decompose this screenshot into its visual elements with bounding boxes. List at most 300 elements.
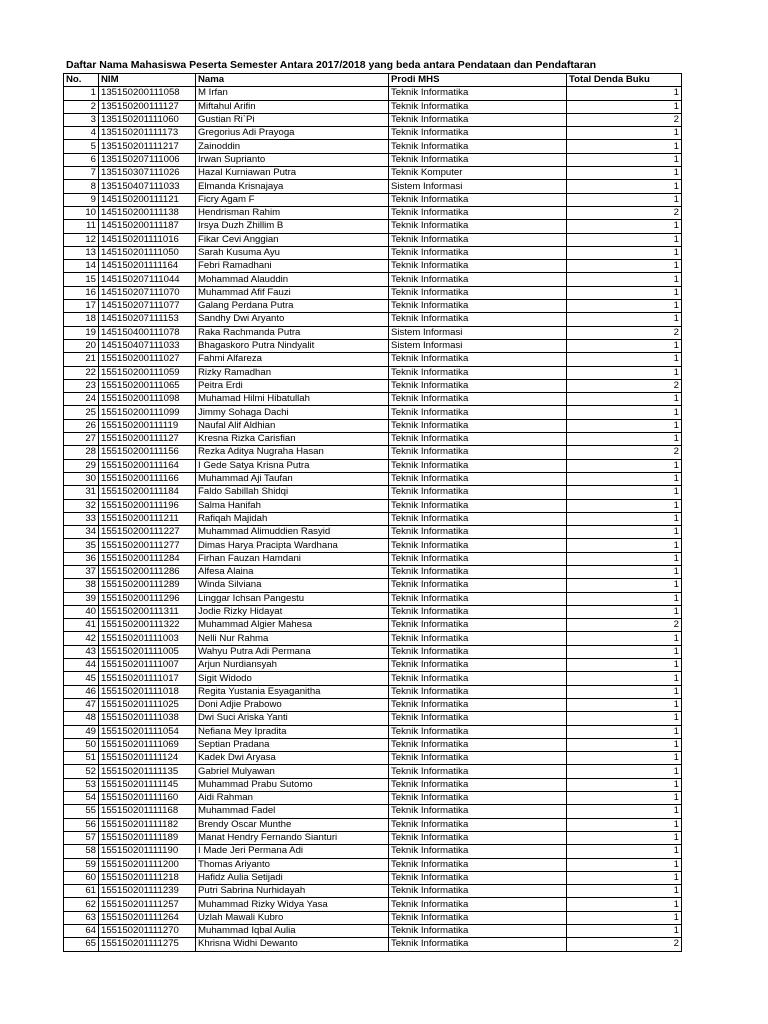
cell-prodi: Teknik Informatika bbox=[389, 127, 567, 140]
table-row bbox=[64, 87, 682, 100]
cell-no: 10 bbox=[64, 206, 99, 219]
cell-no: 43 bbox=[64, 645, 99, 658]
cell-nama: Khrisna Widhi Dewanto bbox=[196, 938, 389, 951]
cell-prodi: Teknik Informatika bbox=[389, 539, 567, 552]
cell-nim: 155150201111200 bbox=[99, 858, 196, 871]
cell-nim: 155150200111196 bbox=[99, 499, 196, 512]
cell-no: 7 bbox=[64, 167, 99, 180]
cell-prodi: Teknik Informatika bbox=[389, 792, 567, 805]
cell-total-denda: 1 bbox=[567, 659, 682, 672]
cell-prodi: Teknik Informatika bbox=[389, 712, 567, 725]
cell-nim: 155150200111166 bbox=[99, 472, 196, 485]
cell-nama: Fikar Cevi Anggian bbox=[196, 233, 389, 246]
cell-nama: Sigit Widodo bbox=[196, 672, 389, 685]
cell-prodi: Teknik Informatika bbox=[389, 579, 567, 592]
cell-nama: Irwan Suprianto bbox=[196, 153, 389, 166]
cell-total-denda: 1 bbox=[567, 885, 682, 898]
table-row bbox=[64, 619, 682, 632]
table-row bbox=[64, 233, 682, 246]
cell-total-denda: 1 bbox=[567, 220, 682, 233]
cell-nama: Sarah Kusuma Ayu bbox=[196, 246, 389, 259]
cell-prodi: Teknik Informatika bbox=[389, 632, 567, 645]
cell-total-denda: 1 bbox=[567, 526, 682, 539]
cell-nama: Doni Adjie Prabowo bbox=[196, 698, 389, 711]
cell-nim: 155150201111005 bbox=[99, 645, 196, 658]
header-prodi: Prodi MHS bbox=[389, 74, 567, 87]
cell-total-denda: 1 bbox=[567, 273, 682, 286]
table-row bbox=[64, 645, 682, 658]
cell-total-denda: 2 bbox=[567, 326, 682, 339]
cell-nim: 155150201111239 bbox=[99, 885, 196, 898]
cell-nim: 155150200111322 bbox=[99, 619, 196, 632]
cell-nim: 145150200111121 bbox=[99, 193, 196, 206]
cell-no: 38 bbox=[64, 579, 99, 592]
cell-prodi: Teknik Informatika bbox=[389, 778, 567, 791]
cell-total-denda: 2 bbox=[567, 206, 682, 219]
cell-total-denda: 1 bbox=[567, 898, 682, 911]
cell-total-denda: 1 bbox=[567, 353, 682, 366]
cell-no: 21 bbox=[64, 353, 99, 366]
cell-nama: Firhan Fauzan Hamdani bbox=[196, 552, 389, 565]
cell-no: 19 bbox=[64, 326, 99, 339]
table-row bbox=[64, 831, 682, 844]
cell-nama: Muhammad Fadel bbox=[196, 805, 389, 818]
cell-nim: 145150400111078 bbox=[99, 326, 196, 339]
cell-prodi: Teknik Informatika bbox=[389, 512, 567, 525]
table-row bbox=[64, 446, 682, 459]
cell-nim: 135150201111217 bbox=[99, 140, 196, 153]
cell-total-denda: 1 bbox=[567, 246, 682, 259]
table-row bbox=[64, 512, 682, 525]
cell-prodi: Teknik Informatika bbox=[389, 433, 567, 446]
cell-prodi: Teknik Informatika bbox=[389, 871, 567, 884]
cell-no: 47 bbox=[64, 698, 99, 711]
header-nama: Nama bbox=[196, 74, 389, 87]
cell-nama: Arjun Nurdiansyah bbox=[196, 659, 389, 672]
table-row bbox=[64, 379, 682, 392]
cell-total-denda: 1 bbox=[567, 725, 682, 738]
table-row bbox=[64, 845, 682, 858]
table-row bbox=[64, 885, 682, 898]
cell-nama: Naufal Alif Aldhian bbox=[196, 419, 389, 432]
cell-total-denda: 1 bbox=[567, 858, 682, 871]
cell-total-denda: 1 bbox=[567, 100, 682, 113]
table-row bbox=[64, 246, 682, 259]
cell-no: 2 bbox=[64, 100, 99, 113]
cell-total-denda: 1 bbox=[567, 752, 682, 765]
cell-total-denda: 1 bbox=[567, 180, 682, 193]
cell-nim: 155150200111156 bbox=[99, 446, 196, 459]
cell-total-denda: 1 bbox=[567, 499, 682, 512]
cell-prodi: Teknik Informatika bbox=[389, 619, 567, 632]
table-row bbox=[64, 140, 682, 153]
cell-no: 31 bbox=[64, 486, 99, 499]
cell-nim: 155150200111065 bbox=[99, 379, 196, 392]
cell-nim: 155150200111098 bbox=[99, 393, 196, 406]
cell-prodi: Teknik Informatika bbox=[389, 938, 567, 951]
table-row bbox=[64, 153, 682, 166]
participant-table bbox=[63, 73, 682, 952]
table-row bbox=[64, 193, 682, 206]
header-no: No. bbox=[64, 74, 99, 87]
cell-nama: Alfesa Alaina bbox=[196, 565, 389, 578]
cell-prodi: Teknik Informatika bbox=[389, 87, 567, 100]
table-row bbox=[64, 738, 682, 751]
cell-nama: Dimas Harya Pracipta Wardhana bbox=[196, 539, 389, 552]
table-row bbox=[64, 366, 682, 379]
cell-total-denda: 1 bbox=[567, 127, 682, 140]
table-row bbox=[64, 180, 682, 193]
cell-nim: 145150207111153 bbox=[99, 313, 196, 326]
cell-nama: I Gede Satya Krisna Putra bbox=[196, 459, 389, 472]
cell-no: 33 bbox=[64, 512, 99, 525]
cell-no: 3 bbox=[64, 113, 99, 126]
cell-total-denda: 1 bbox=[567, 738, 682, 751]
table-row bbox=[64, 539, 682, 552]
cell-nim: 155150201111190 bbox=[99, 845, 196, 858]
table-row bbox=[64, 792, 682, 805]
cell-prodi: Teknik Informatika bbox=[389, 313, 567, 326]
cell-no: 16 bbox=[64, 286, 99, 299]
cell-total-denda: 1 bbox=[567, 300, 682, 313]
cell-nama: Ficry Agam F bbox=[196, 193, 389, 206]
table-row bbox=[64, 938, 682, 951]
cell-prodi: Teknik Informatika bbox=[389, 725, 567, 738]
cell-nama: Irsya Duzh Zhillim B bbox=[196, 220, 389, 233]
cell-nim: 155150201111054 bbox=[99, 725, 196, 738]
cell-no: 59 bbox=[64, 858, 99, 871]
cell-nim: 155150201111017 bbox=[99, 672, 196, 685]
cell-no: 50 bbox=[64, 738, 99, 751]
cell-nim: 135150307111026 bbox=[99, 167, 196, 180]
cell-no: 57 bbox=[64, 831, 99, 844]
cell-nim: 155150201111124 bbox=[99, 752, 196, 765]
cell-total-denda: 1 bbox=[567, 632, 682, 645]
cell-nim: 155150201111168 bbox=[99, 805, 196, 818]
table-row bbox=[64, 605, 682, 618]
cell-prodi: Teknik Informatika bbox=[389, 459, 567, 472]
cell-prodi: Teknik Informatika bbox=[389, 446, 567, 459]
cell-nama: Jodie Rizky Hidayat bbox=[196, 605, 389, 618]
cell-nama: Peitra Erdi bbox=[196, 379, 389, 392]
cell-nama: Zainoddin bbox=[196, 140, 389, 153]
table-row bbox=[64, 818, 682, 831]
cell-prodi: Teknik Informatika bbox=[389, 925, 567, 938]
cell-prodi: Teknik Informatika bbox=[389, 379, 567, 392]
header-row bbox=[64, 74, 682, 87]
cell-nim: 155150200111211 bbox=[99, 512, 196, 525]
cell-total-denda: 2 bbox=[567, 446, 682, 459]
table-row bbox=[64, 260, 682, 273]
cell-no: 1 bbox=[64, 87, 99, 100]
cell-nim: 135150200111058 bbox=[99, 87, 196, 100]
cell-total-denda: 1 bbox=[567, 140, 682, 153]
cell-nama: Regita Yustania Esyaganitha bbox=[196, 685, 389, 698]
cell-total-denda: 2 bbox=[567, 938, 682, 951]
cell-nim: 155150200111119 bbox=[99, 419, 196, 432]
cell-total-denda: 1 bbox=[567, 831, 682, 844]
cell-nim: 135150201111060 bbox=[99, 113, 196, 126]
cell-total-denda: 1 bbox=[567, 339, 682, 352]
cell-total-denda: 1 bbox=[567, 552, 682, 565]
cell-nim: 135150200111127 bbox=[99, 100, 196, 113]
cell-prodi: Teknik Komputer bbox=[389, 167, 567, 180]
cell-nama: Winda Silviana bbox=[196, 579, 389, 592]
cell-prodi: Teknik Informatika bbox=[389, 818, 567, 831]
table-row bbox=[64, 472, 682, 485]
cell-total-denda: 1 bbox=[567, 645, 682, 658]
cell-prodi: Teknik Informatika bbox=[389, 246, 567, 259]
cell-total-denda: 1 bbox=[567, 260, 682, 273]
cell-nim: 155150200111296 bbox=[99, 592, 196, 605]
cell-prodi: Teknik Informatika bbox=[389, 286, 567, 299]
cell-nama: Muhammad Prabu Sutomo bbox=[196, 778, 389, 791]
cell-prodi: Teknik Informatika bbox=[389, 885, 567, 898]
cell-no: 53 bbox=[64, 778, 99, 791]
cell-nim: 145150207111070 bbox=[99, 286, 196, 299]
cell-prodi: Teknik Informatika bbox=[389, 698, 567, 711]
cell-prodi: Teknik Informatika bbox=[389, 845, 567, 858]
cell-nama: Gustian Ri`Pi bbox=[196, 113, 389, 126]
cell-nama: Linggar Ichsan Pangestu bbox=[196, 592, 389, 605]
cell-prodi: Teknik Informatika bbox=[389, 831, 567, 844]
cell-nama: Brendy Oscar Munthe bbox=[196, 818, 389, 831]
cell-total-denda: 1 bbox=[567, 472, 682, 485]
cell-no: 44 bbox=[64, 659, 99, 672]
table-row bbox=[64, 925, 682, 938]
table-row bbox=[64, 499, 682, 512]
cell-nim: 155150201111069 bbox=[99, 738, 196, 751]
cell-prodi: Teknik Informatika bbox=[389, 911, 567, 924]
cell-nama: Gabriel Mulyawan bbox=[196, 765, 389, 778]
table-row bbox=[64, 871, 682, 884]
cell-nim: 155150201111218 bbox=[99, 871, 196, 884]
spreadsheet-page bbox=[63, 58, 681, 952]
cell-prodi: Teknik Informatika bbox=[389, 406, 567, 419]
cell-no: 11 bbox=[64, 220, 99, 233]
cell-total-denda: 1 bbox=[567, 512, 682, 525]
cell-prodi: Teknik Informatika bbox=[389, 193, 567, 206]
table-row bbox=[64, 526, 682, 539]
cell-no: 29 bbox=[64, 459, 99, 472]
table-row bbox=[64, 300, 682, 313]
cell-nim: 155150200111099 bbox=[99, 406, 196, 419]
cell-prodi: Teknik Informatika bbox=[389, 805, 567, 818]
cell-prodi: Teknik Informatika bbox=[389, 233, 567, 246]
cell-nama: Muhammad Alimuddien Rasyid bbox=[196, 526, 389, 539]
cell-no: 45 bbox=[64, 672, 99, 685]
cell-total-denda: 1 bbox=[567, 406, 682, 419]
cell-total-denda: 1 bbox=[567, 925, 682, 938]
cell-no: 34 bbox=[64, 526, 99, 539]
cell-prodi: Teknik Informatika bbox=[389, 472, 567, 485]
cell-total-denda: 1 bbox=[567, 433, 682, 446]
table-row bbox=[64, 805, 682, 818]
cell-nim: 155150201111264 bbox=[99, 911, 196, 924]
cell-prodi: Teknik Informatika bbox=[389, 752, 567, 765]
cell-prodi: Teknik Informatika bbox=[389, 499, 567, 512]
cell-prodi: Teknik Informatika bbox=[389, 765, 567, 778]
cell-nama: Thomas Ariyanto bbox=[196, 858, 389, 871]
cell-total-denda: 1 bbox=[567, 313, 682, 326]
cell-prodi: Teknik Informatika bbox=[389, 738, 567, 751]
table-row bbox=[64, 486, 682, 499]
cell-nim: 155150200111227 bbox=[99, 526, 196, 539]
cell-prodi: Teknik Informatika bbox=[389, 220, 567, 233]
cell-prodi: Teknik Informatika bbox=[389, 273, 567, 286]
cell-nama: Faldo Sabillah Shidqi bbox=[196, 486, 389, 499]
table-row bbox=[64, 911, 682, 924]
cell-prodi: Teknik Informatika bbox=[389, 858, 567, 871]
cell-nama: Galang Perdana Putra bbox=[196, 300, 389, 313]
table-row bbox=[64, 698, 682, 711]
cell-prodi: Teknik Informatika bbox=[389, 486, 567, 499]
cell-nim: 155150201111189 bbox=[99, 831, 196, 844]
cell-nim: 155150201111275 bbox=[99, 938, 196, 951]
cell-no: 18 bbox=[64, 313, 99, 326]
cell-no: 49 bbox=[64, 725, 99, 738]
cell-total-denda: 1 bbox=[567, 765, 682, 778]
table-row bbox=[64, 220, 682, 233]
cell-no: 24 bbox=[64, 393, 99, 406]
cell-prodi: Teknik Informatika bbox=[389, 685, 567, 698]
cell-total-denda: 1 bbox=[567, 712, 682, 725]
cell-nim: 155150200111059 bbox=[99, 366, 196, 379]
cell-prodi: Teknik Informatika bbox=[389, 100, 567, 113]
cell-total-denda: 1 bbox=[567, 685, 682, 698]
table-row bbox=[64, 286, 682, 299]
cell-prodi: Teknik Informatika bbox=[389, 645, 567, 658]
cell-nim: 155150201111182 bbox=[99, 818, 196, 831]
cell-prodi: Teknik Informatika bbox=[389, 659, 567, 672]
table-row bbox=[64, 339, 682, 352]
cell-total-denda: 1 bbox=[567, 778, 682, 791]
cell-nama: Nefiana Mey Ipradita bbox=[196, 725, 389, 738]
cell-total-denda: 1 bbox=[567, 233, 682, 246]
cell-total-denda: 1 bbox=[567, 286, 682, 299]
cell-no: 5 bbox=[64, 140, 99, 153]
cell-no: 41 bbox=[64, 619, 99, 632]
cell-no: 60 bbox=[64, 871, 99, 884]
cell-nim: 145150407111033 bbox=[99, 339, 196, 352]
cell-prodi: Teknik Informatika bbox=[389, 300, 567, 313]
cell-total-denda: 1 bbox=[567, 579, 682, 592]
table-row bbox=[64, 326, 682, 339]
cell-no: 32 bbox=[64, 499, 99, 512]
cell-nim: 145150200111187 bbox=[99, 220, 196, 233]
cell-total-denda: 1 bbox=[567, 459, 682, 472]
cell-nama: Rafiqah Majidah bbox=[196, 512, 389, 525]
cell-nama: Hendrisman Rahim bbox=[196, 206, 389, 219]
cell-prodi: Sistem Informasi bbox=[389, 326, 567, 339]
cell-total-denda: 1 bbox=[567, 153, 682, 166]
table-row bbox=[64, 712, 682, 725]
table-row bbox=[64, 752, 682, 765]
table-row bbox=[64, 459, 682, 472]
cell-prodi: Teknik Informatika bbox=[389, 353, 567, 366]
cell-prodi: Teknik Informatika bbox=[389, 153, 567, 166]
cell-nim: 155150201111257 bbox=[99, 898, 196, 911]
cell-nim: 155150200111277 bbox=[99, 539, 196, 552]
cell-prodi: Teknik Informatika bbox=[389, 393, 567, 406]
table-row bbox=[64, 659, 682, 672]
cell-nama: Kadek Dwi Aryasa bbox=[196, 752, 389, 765]
cell-total-denda: 1 bbox=[567, 366, 682, 379]
cell-nama: Raka Rachmanda Putra bbox=[196, 326, 389, 339]
cell-prodi: Teknik Informatika bbox=[389, 672, 567, 685]
cell-no: 23 bbox=[64, 379, 99, 392]
cell-total-denda: 1 bbox=[567, 565, 682, 578]
cell-nim: 155150200111127 bbox=[99, 433, 196, 446]
cell-no: 25 bbox=[64, 406, 99, 419]
table-row bbox=[64, 206, 682, 219]
cell-no: 15 bbox=[64, 273, 99, 286]
table-row bbox=[64, 167, 682, 180]
cell-nim: 145150207111044 bbox=[99, 273, 196, 286]
cell-nama: Putri Sabrina Nurhidayah bbox=[196, 885, 389, 898]
cell-no: 62 bbox=[64, 898, 99, 911]
table-row bbox=[64, 592, 682, 605]
table-row bbox=[64, 433, 682, 446]
cell-nama: M Irfan bbox=[196, 87, 389, 100]
cell-no: 8 bbox=[64, 180, 99, 193]
cell-nim: 155150200111286 bbox=[99, 565, 196, 578]
cell-no: 9 bbox=[64, 193, 99, 206]
cell-nama: Fahmi Alfareza bbox=[196, 353, 389, 366]
table-row bbox=[64, 725, 682, 738]
table-row bbox=[64, 127, 682, 140]
cell-nama: Muhamad Hilmi Hibatullah bbox=[196, 393, 389, 406]
cell-no: 55 bbox=[64, 805, 99, 818]
cell-nim: 155150201111145 bbox=[99, 778, 196, 791]
cell-no: 27 bbox=[64, 433, 99, 446]
table-row bbox=[64, 765, 682, 778]
cell-total-denda: 1 bbox=[567, 87, 682, 100]
cell-nama: Mohammad Alauddin bbox=[196, 273, 389, 286]
cell-no: 56 bbox=[64, 818, 99, 831]
cell-nama: Kresna Rizka Carisfian bbox=[196, 433, 389, 446]
cell-nama: Rizky Ramadhan bbox=[196, 366, 389, 379]
table-row bbox=[64, 113, 682, 126]
cell-nama: Hazal Kurniawan Putra bbox=[196, 167, 389, 180]
cell-nim: 145150201111050 bbox=[99, 246, 196, 259]
cell-total-denda: 1 bbox=[567, 911, 682, 924]
cell-nim: 145150201111164 bbox=[99, 260, 196, 273]
cell-no: 39 bbox=[64, 592, 99, 605]
table-row bbox=[64, 313, 682, 326]
cell-no: 65 bbox=[64, 938, 99, 951]
cell-prodi: Teknik Informatika bbox=[389, 419, 567, 432]
cell-no: 13 bbox=[64, 246, 99, 259]
cell-nim: 155150200111027 bbox=[99, 353, 196, 366]
cell-total-denda: 1 bbox=[567, 805, 682, 818]
cell-no: 58 bbox=[64, 845, 99, 858]
cell-nama: Miftahul Arifin bbox=[196, 100, 389, 113]
cell-nama: Muhammad Algier Mahesa bbox=[196, 619, 389, 632]
table-row bbox=[64, 393, 682, 406]
cell-nim: 155150201111038 bbox=[99, 712, 196, 725]
table-row bbox=[64, 858, 682, 871]
cell-nim: 155150201111160 bbox=[99, 792, 196, 805]
cell-no: 20 bbox=[64, 339, 99, 352]
cell-no: 63 bbox=[64, 911, 99, 924]
cell-no: 37 bbox=[64, 565, 99, 578]
cell-nim: 145150207111077 bbox=[99, 300, 196, 313]
cell-nama: Manat Hendry Fernando Sianturi bbox=[196, 831, 389, 844]
cell-prodi: Teknik Informatika bbox=[389, 113, 567, 126]
cell-no: 22 bbox=[64, 366, 99, 379]
cell-nama: Rezka Aditya Nugraha Hasan bbox=[196, 446, 389, 459]
